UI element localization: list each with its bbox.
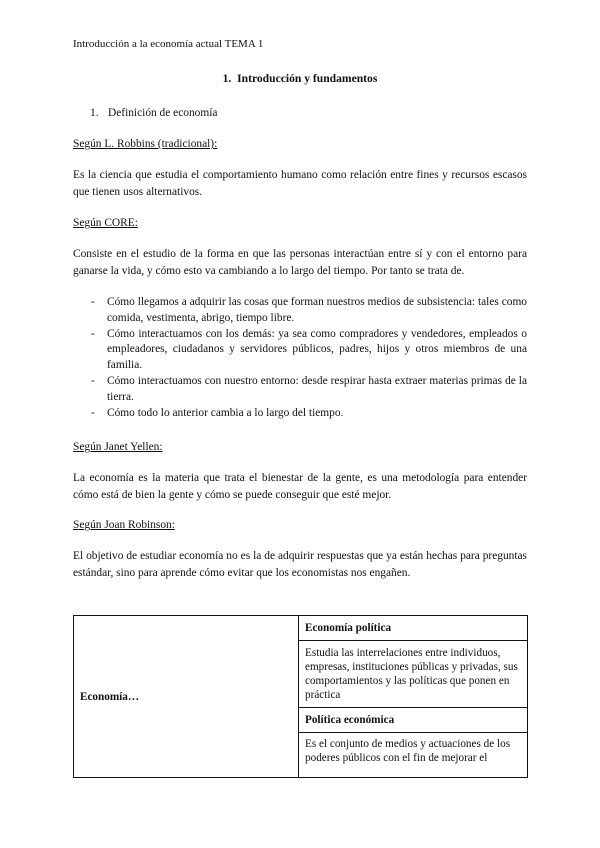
yellen-text: La economía es la materia que trata el bienestar de la gente, es una metodología para entender cómo está de bien la gente y cómo se puede conseguir que esté mejor. xyxy=(73,472,527,501)
dash-bullet: - xyxy=(91,406,95,419)
list-item xyxy=(73,406,527,422)
subsection-number: 1. xyxy=(90,107,99,119)
list-item xyxy=(73,374,527,406)
robinson-heading: Según Joan Robinson: xyxy=(73,519,175,531)
list-item xyxy=(73,295,527,327)
economia-politica-description: Estudia las interrelaciones entre individuos, empresas, instituciones públicas y privadas, sus comportamientos y las políticas que ponen en práctica xyxy=(299,641,528,708)
core-heading: Según CORE: xyxy=(73,217,138,229)
subsection-heading xyxy=(90,107,217,119)
dash-bullet: - xyxy=(91,374,95,387)
running-header: Introducción a la economía actual TEMA 1 xyxy=(73,38,264,50)
list-item-text: Cómo todo lo anterior cambia a lo largo del tiempo. xyxy=(107,406,344,419)
list-item xyxy=(73,327,527,374)
section-title-text: Introducción y fundamentos xyxy=(237,72,378,85)
subsection-title: Definición de economía xyxy=(108,107,218,119)
economy-label-cell: Economía… xyxy=(74,616,299,778)
yellen-heading: Según Janet Yellen: xyxy=(73,441,163,453)
robbins-heading: Según L. Robbins (tradicional): xyxy=(73,138,218,150)
robinson-text: El objetivo de estudiar economía no es la de adquirir respuestas que ya están hechas para preguntas estándar, sino para aprende cómo evitar que los economistas nos engañen. xyxy=(73,550,527,579)
economia-politica-title: Economía política xyxy=(299,616,528,641)
core-bullet-list xyxy=(73,295,527,421)
list-item-text: Cómo interactuamos con nuestro entorno: desde respirar hasta extraer materias primas de la tierra. xyxy=(107,374,527,403)
section-number: 1. xyxy=(222,72,232,85)
dash-bullet: - xyxy=(91,296,95,308)
dash-bullet: - xyxy=(91,327,95,340)
list-item-text: Cómo interactuamos con los demás: ya sea como compradores y vendedores, empleados o empleadores, ciudadanos y servidores públicos, padres, hijos y otros miembros de una familia. xyxy=(107,327,527,372)
core-text: Consiste en el estudio de la forma en que las personas interactúan entre sí y con el entorno para ganarse la vida, y cómo esto va cambiando a lo largo del tiempo. Por tanto se trata de. xyxy=(73,248,527,277)
list-item-text: Cómo llegamos a adquirir las cosas que forman nuestros medios de subsistencia: tales como comida, vestimenta, abrigo, tiempo libre. xyxy=(107,296,527,324)
robbins-text: Es la ciencia que estudia el comportamiento humano como relación entre fines y recursos escasos que tienen usos alternativos. xyxy=(73,169,527,198)
section-title xyxy=(0,72,600,85)
politica-economica-description: Es el conjunto de medios y actuaciones de los poderes públicos con el fin de mejorar el xyxy=(305,738,511,764)
politica-economica-description-cell xyxy=(299,733,528,778)
politica-economica-title: Política económica xyxy=(299,708,528,733)
economy-table xyxy=(73,615,528,778)
table-row xyxy=(74,616,528,641)
